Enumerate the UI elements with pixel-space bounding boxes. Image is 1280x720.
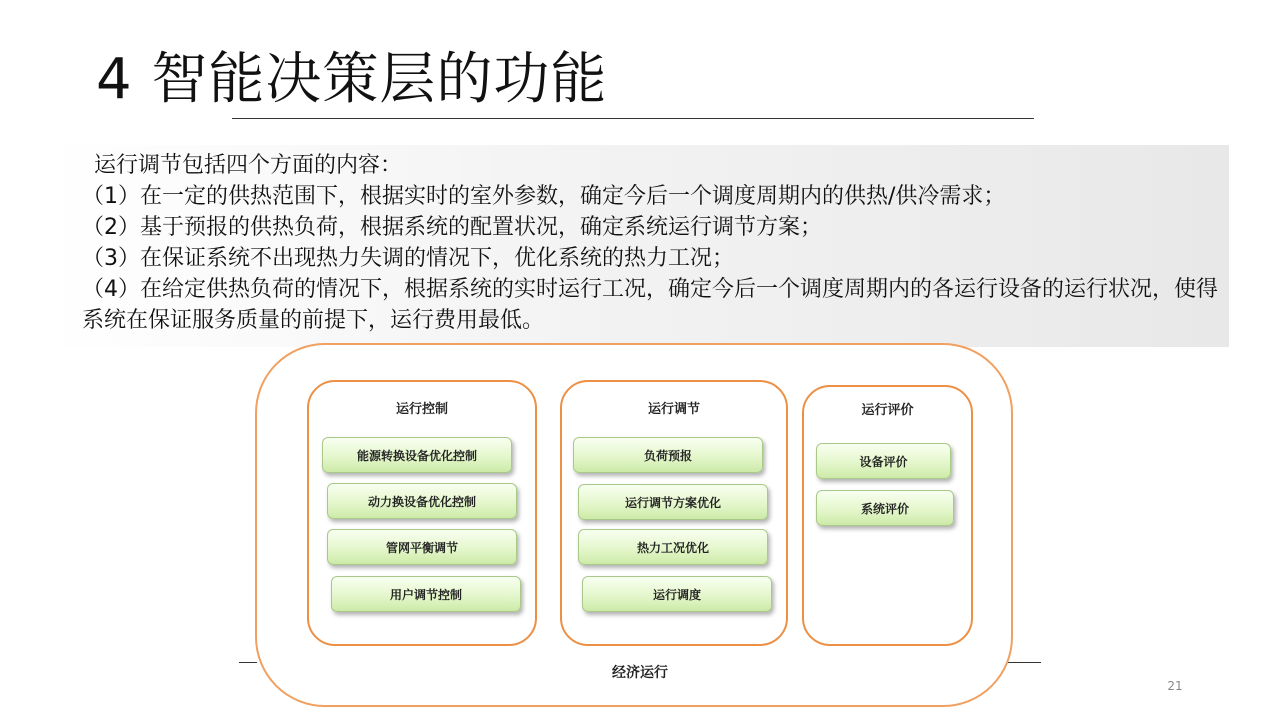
point-3: （3）在保证系统不出现热力失调的情况下，优化系统的热力工况； bbox=[82, 246, 734, 271]
point-2: （2）基于预报的供热负荷，根据系统的配置状况，确定系统运行调节方案； bbox=[82, 215, 822, 240]
item-load-forecast: 负荷预报 bbox=[573, 437, 763, 473]
item-equipment-evaluation: 设备评价 bbox=[816, 443, 951, 479]
panel-title: 运行调节 bbox=[647, 402, 700, 417]
content-text bbox=[82, 150, 1222, 336]
item-user-control: 用户调节控制 bbox=[331, 576, 521, 612]
item-scheme-optimization: 运行调节方案优化 bbox=[578, 484, 768, 520]
page-number: 21 bbox=[1167, 679, 1183, 693]
item-network-balance: 管网平衡调节 bbox=[327, 529, 517, 565]
item-dispatch: 运行调度 bbox=[582, 576, 772, 612]
economic-operation-label: 经济运行 bbox=[612, 665, 668, 681]
item-power-exchange-control: 动力换设备优化控制 bbox=[327, 483, 517, 519]
item-system-evaluation: 系统评价 bbox=[816, 490, 954, 526]
point-4: （4）在给定供热负荷的情况下，根据系统的实时运行工况，确定今后一个调度周期内的各运行设备的运行状况，使得系统在保证服务质量的前提下，运行费用最低。 bbox=[82, 277, 1219, 333]
panel-title: 运行控制 bbox=[395, 402, 448, 417]
title-underline bbox=[232, 118, 1034, 119]
item-thermal-optimization: 热力工况优化 bbox=[578, 529, 768, 565]
slide-title: 4 智能决策层的功能 bbox=[96, 47, 608, 112]
panel-title: 运行评价 bbox=[861, 403, 914, 418]
item-energy-conversion-control: 能源转换设备优化控制 bbox=[322, 437, 512, 473]
intro-line: 运行调节包括四个方面的内容： bbox=[94, 153, 403, 178]
point-1: （1）在一定的供热范围下，根据实时的室外参数，确定今后一个调度周期内的供热/供冷需求； bbox=[82, 184, 1006, 209]
